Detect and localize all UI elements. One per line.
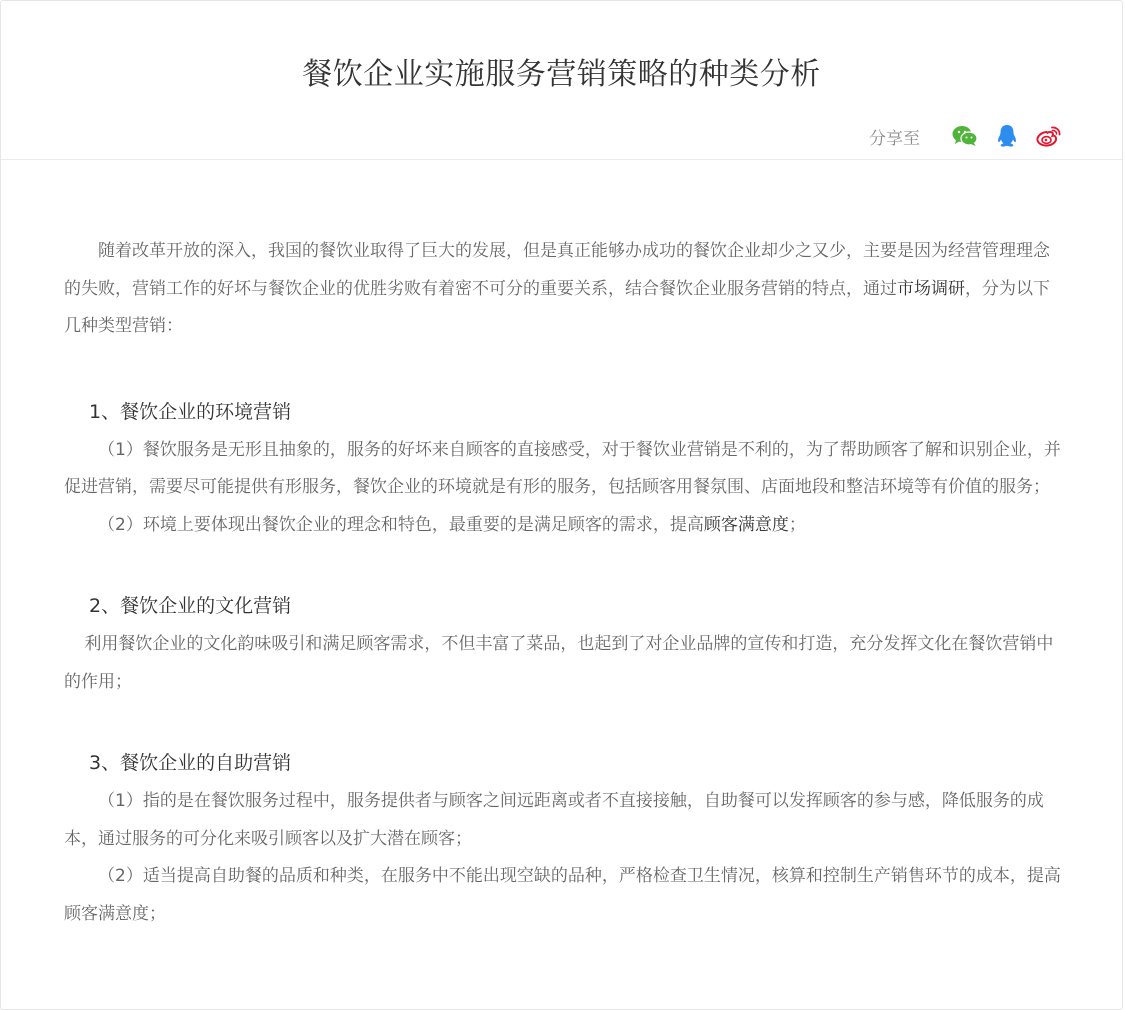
intro-paragraph xyxy=(64,233,1062,346)
article-title: 餐饮企业实施服务营销策略的种类分析 xyxy=(302,57,821,92)
section-paragraph: （1）餐饮服务是无形且抽象的，服务的好坏来自顾客的直接感受，对于餐饮业营销是不利的，为了帮助顾客了解和识别企业，并促进营销，需要尽可能提供有形服务，餐饮企业的环境就是有形的服务，包括顾客用餐氛围、店面地段和整洁环境等有价值的服务； xyxy=(64,439,1061,497)
section-paragraph: （2）适当提高自助餐的品质和种类，在服务中不能出现空缺的品种，严格检查卫生情况，核算和控制生产销售环节的成本，提高顾客满意度； xyxy=(64,866,1061,924)
share-bar xyxy=(869,122,1062,150)
section-heading: 3、餐饮企业的自助营销 xyxy=(89,752,292,774)
qq-icon xyxy=(996,124,1018,148)
section-paragraph xyxy=(64,507,1062,545)
article-body xyxy=(64,233,1062,933)
section-text-end: ； xyxy=(788,514,806,535)
customer-satisfaction-link[interactable]: 顾客满意度 xyxy=(703,514,789,535)
share-weibo-button[interactable] xyxy=(1036,123,1062,149)
article-header xyxy=(1,1,1122,160)
share-wechat-button[interactable] xyxy=(952,123,978,149)
section-paragraph: 利用餐饮企业的文化韵味吸引和满足顾客需求，不但丰富了菜品，也起到了对企业品牌的宣传和打造，充分发挥文化在餐饮营销中的作用； xyxy=(64,634,1054,692)
section-heading: 2、餐饮企业的文化营销 xyxy=(89,595,292,617)
intro-text: 随着改革开放的深入，我国的餐饮业取得了巨大的发展，但是真正能够办成功的餐饮企业却少之又少，主要是因为经营管理理念的失败，营销工作的好坏与餐饮企业的优胜劣败有着密不可分的重要关系，结合餐饮企业服务营销的特点，通过 xyxy=(64,241,1050,299)
share-qq-button[interactable] xyxy=(994,123,1020,149)
weibo-icon xyxy=(1036,125,1062,147)
section-paragraph: （1）指的是在餐饮服务过程中，服务提供者与顾客之间远距离或者不直接接触，自助餐可以发挥顾客的参与感，降低服务的成本，通过服务的可分化来吸引顾客以及扩大潜在顾客； xyxy=(64,791,1044,849)
section-heading: 1、餐饮企业的环境营销 xyxy=(89,400,292,423)
intro-text-end: ，分为以下几种类型营销： xyxy=(64,278,1050,336)
section-text: （2）环境上要体现出餐饮企业的理念和特色，最重要的是满足顾客的需求，提高 xyxy=(98,514,704,535)
market-research-link[interactable]: 市场调研 xyxy=(897,278,965,299)
share-label: 分享至 xyxy=(869,128,920,149)
wechat-icon xyxy=(952,125,978,147)
